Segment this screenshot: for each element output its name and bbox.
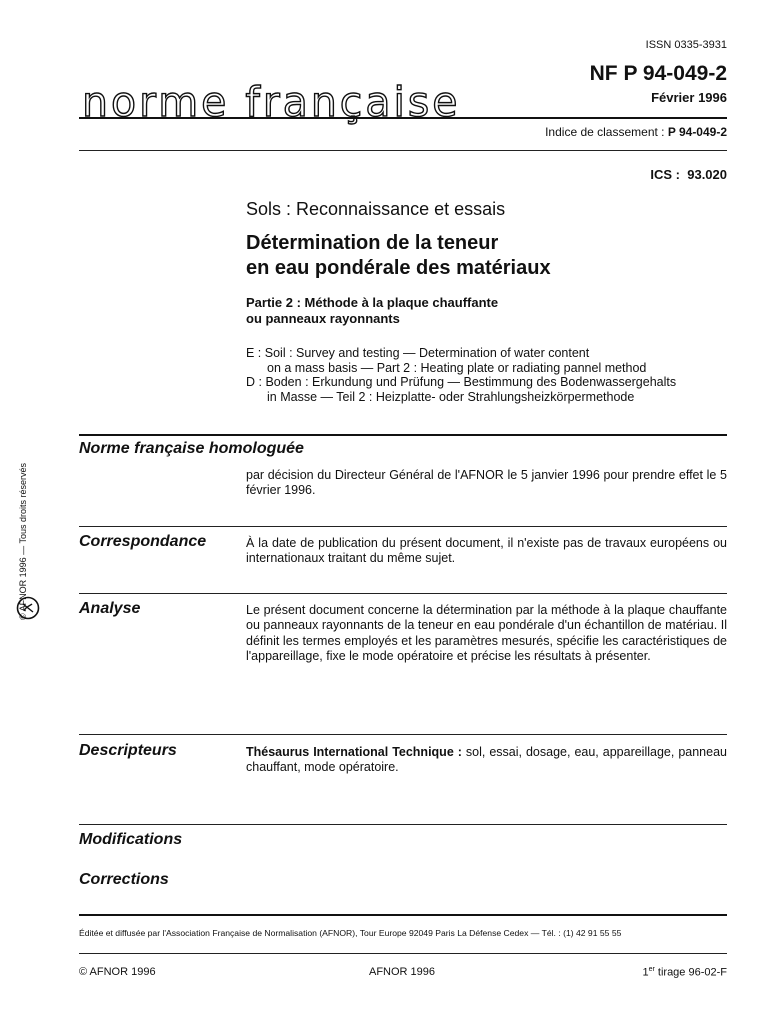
ics-label: ICS : [650, 167, 680, 182]
footer-rule-bottom [79, 953, 727, 954]
issn-number: ISSN 0335-3931 [645, 39, 727, 51]
tirage-superscript: er [648, 966, 655, 973]
norm-date: Février 1996 [651, 90, 727, 105]
english-title-line-2: on a mass basis — Part 2 : Heating plate or radiating pannel method [267, 360, 647, 375]
section-rule-analyse [79, 593, 727, 594]
english-title-line-1: E : Soil : Survey and testing — Determination of water content [246, 346, 590, 360]
section-rule-homologuee [79, 434, 727, 436]
tirage-code: tirage 96-02-F [654, 966, 727, 979]
footer-copyright: © AFNOR 1996 [79, 966, 156, 978]
classement-index [545, 125, 727, 139]
part-line-2: ou panneaux rayonnants [246, 311, 400, 326]
side-copyright: © AFNOR 1996 — Tous droits réservés [18, 462, 28, 620]
descripteurs-terms: sol, essai, dosage, eau, appareillage, panneau chauffant, mode opératoire. [246, 745, 727, 775]
section-title-modifications: Modifications [79, 831, 183, 848]
classement-value: P 94-049-2 [667, 125, 727, 139]
classement-label: Indice de classement : [545, 125, 665, 139]
tirage-number: 1 [642, 966, 649, 979]
ics-value: 93.020 [687, 167, 727, 182]
section-text-analyse: Le présent document concerne la détermination par la méthode à la plaque chauffante ou panneaux rayonnants de la teneur en eau pondérale d'un échantillon de matériau. Il définit les termes employés et les paramètres mesurés, spécifie les caractéristiques de l'appareillage, fixe le mode opératoire et précise les résultats à présenter. [246, 603, 727, 663]
footer-publisher: Éditée et diffusée par l'Association Française de Normalisation (AFNOR), Tour Europe 92049 Paris La Défense Cedex — Tél. : (1) 42 91 55 55 [79, 928, 622, 938]
document-part [246, 295, 646, 327]
title-line-1: Détermination de la teneur [246, 232, 499, 254]
section-rule-modifications [79, 824, 727, 825]
section-text-correspondance: À la date de publication du présent document, il n'existe pas de travaux européens ou internationaux traitant du même sujet. [246, 536, 727, 566]
part-line-1: Partie 2 : Méthode à la plaque chauffante [246, 295, 499, 310]
document-subject: Sols : Reconnaissance et essais [246, 199, 506, 219]
section-title-homologuee: Norme française homologuée [79, 440, 304, 457]
title-translations [246, 346, 726, 404]
section-title-correspondance: Correspondance [79, 533, 207, 550]
header-rule [79, 117, 727, 119]
footer-center-label: AFNOR 1996 [369, 966, 436, 978]
footer-tirage [642, 966, 727, 979]
ics-code [650, 167, 727, 182]
section-text-descripteurs [246, 745, 727, 776]
brand-title: norme française [82, 78, 461, 126]
norm-code: NF P 94-049-2 [589, 62, 727, 85]
section-rule-descripteurs [79, 734, 727, 735]
section-title-corrections: Corrections [79, 871, 169, 888]
german-title-line-2: in Masse — Teil 2 : Heizplatte- oder Strahlungsheizkörpermethode [267, 389, 635, 404]
descripteurs-label: Thésaurus International Technique : [246, 745, 462, 759]
german-title-line-1: D : Boden : Erkundung und Prüfung — Bestimmung des Bodenwassergehalts [246, 375, 677, 389]
footer-rule [79, 914, 727, 916]
section-text-homologuee: par décision du Directeur Général de l'AFNOR le 5 janvier 1996 pour prendre effet le 5 février 1996. [246, 468, 727, 498]
section-title-descripteurs: Descripteurs [79, 742, 177, 759]
classement-rule [79, 150, 727, 151]
title-line-2: en eau pondérale des matériaux [246, 257, 551, 279]
section-title-analyse: Analyse [79, 600, 141, 617]
document-title [246, 231, 686, 281]
section-rule-correspondance [79, 526, 727, 527]
